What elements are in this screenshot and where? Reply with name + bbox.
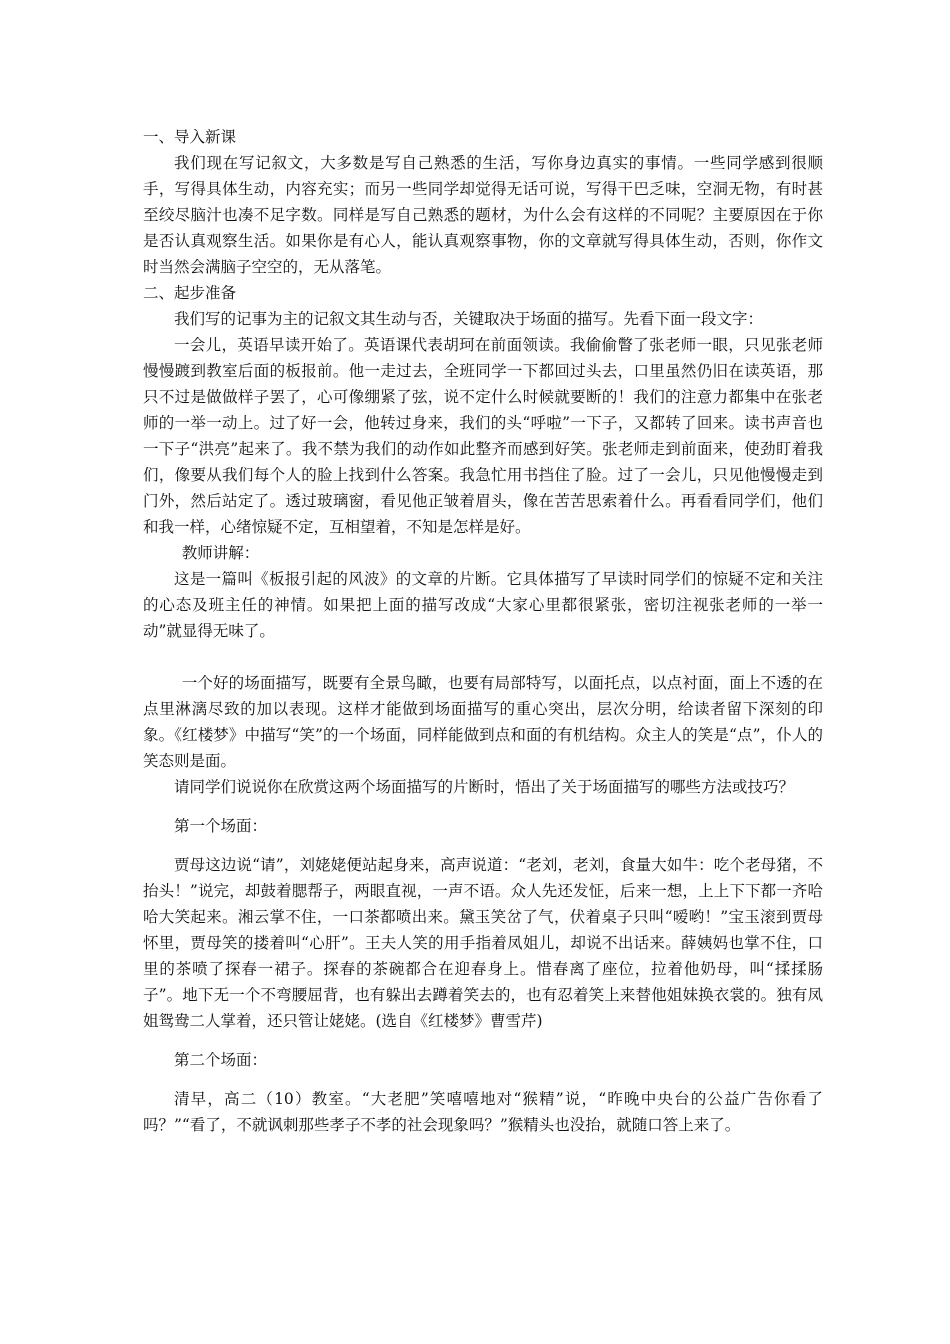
spacer	[143, 1034, 823, 1047]
teacher-explanation-label: 教师讲解：	[181, 544, 260, 562]
scene-1-text: 贾母这边说“请”，刘姥姥便站起身来，高声说道：“老刘，老刘，食量大如牛：吃个老母猪，不抬头！”说完，却鼓着腮帮子，两眼直视，一声不语。众人先还发怔，后来一想，上上下下都一齐哈哈大笑起来。湘云掌不住，一口茶都喷出来。黛玉笑岔了气，伏着桌子只叫“嗳哟！”宝玉滚到贾母怀里，贾母笑的搂着叫“心肝”。王夫人笑的用手指着凤姐儿，却说不出话来。薛姨妈也掌不住，口里的茶喷了探春一裙子。探春的茶碗都合在迎春身上。惜春离了座位，拉着他奶母，叫“揉揉肠子”。地下无一个不弯腰屈背，也有躲出去蹲着笑去的，也有忍着笑上来替他姐妹换衣裳的。独有凤姐鸳鸯二人掌着，还只管让姥姥。(选自《红楼梦》曹雪芹)	[143, 856, 823, 1030]
prep-paragraph-1: 我们写的记事为主的记叙文其生动与否，关键取决于场面的描写。先看下面一段文字：	[174, 310, 764, 328]
spacer	[143, 644, 823, 670]
spacer	[143, 839, 823, 852]
example-passage: 一会儿，英语早读开始了。英语课代表胡珂在前面领读。我偷偷瞥了张老师一眼，只见张老师慢慢踱到教室后面的板报前。他一走过去，全班同学一下都回过头去，口里虽然仍旧在读英语，那只不过是做做样子罢了，心可像绷紧了弦，说不定什么时候就要断的！我们的注意力都集中在张老师的一举一动上。过了好一会，他转过身来，我们的头“呼啦”一下子，又都转了回来。读书声音也一下子“洪亮”起来了。我不禁为我们的动作如此整齐而感到好笑。张老师走到前面来，使劲盯着我们，像要从我们每个人的脸上找到什么答案。我急忙用书挡住了脸。过了一会儿，只见他慢慢走到门外，然后站定了。透过玻璃窗，看见他正皱着眉头，像在苦苦思索着什么。再看看同学们，他们和我一样，心绪惊疑不定，互相望着，不知是怎样是好。	[143, 336, 823, 536]
spacer	[143, 1073, 823, 1086]
scene-2-text: 清早，高二（10）教室。“大老肥”笑嘻嘻地对“猴精”说，“昨晚中央台的公益广告你看了吗？”“看了，不就讽刺那些孝子不孝的社会现象吗？”猴精头也没抬，就随口答上来了。	[143, 1090, 823, 1134]
section-heading-prep: 二、起步准备	[143, 284, 237, 302]
scene-2-label: 第二个场面：	[174, 1051, 268, 1069]
document-page	[143, 124, 823, 1138]
scene-1-label: 第一个场面：	[174, 817, 268, 835]
section-heading-intro: 一、导入新课	[143, 128, 237, 146]
explanation-paragraph: 这是一篇叫《板报引起的风波》的文章的片断。它具体描写了早读时同学们的惊疑不定和关注的心态及班主任的神情。如果把上面的描写改成“大家心里都很紧张，密切注视张老师的一举一动”就显得无味了。	[143, 570, 823, 640]
scene-description-paragraph: 一个好的场面描写，既要有全景鸟瞰，也要有局部特写，以面托点，以点衬面，面上不透的在点里淋漓尽致的加以表现。这样才能做到场面描写的重心突出，层次分明，给读者留下深刻的印象。《红楼梦》中描写“笑”的一个场面，同样能做到点和面的有机结构。众主人的笑是“点”，仆人的笑态则是面。	[143, 674, 823, 770]
spacer	[143, 800, 823, 813]
question-paragraph: 请同学们说说你在欣赏这两个场面描写的片断时，悟出了关于场面描写的哪些方法或技巧？	[174, 778, 795, 796]
intro-paragraph: 我们现在写记叙文，大多数是写自己熟悉的生活，写你身边真实的事情。一些同学感到很顺手，写得具体生动，内容充实；而另一些同学却觉得无话可说，写得干巴乏味，空洞无物，有时甚至绞尽脑汁也凑不足字数。同样是写自己熟悉的题材，为什么会有这样的不同呢？主要原因在于你是否认真观察生活。如果你是有心人，能认真观察事物，你的文章就写得具体生动，否则，你作文时当然会满脑子空空的，无从落笔。	[143, 154, 823, 276]
